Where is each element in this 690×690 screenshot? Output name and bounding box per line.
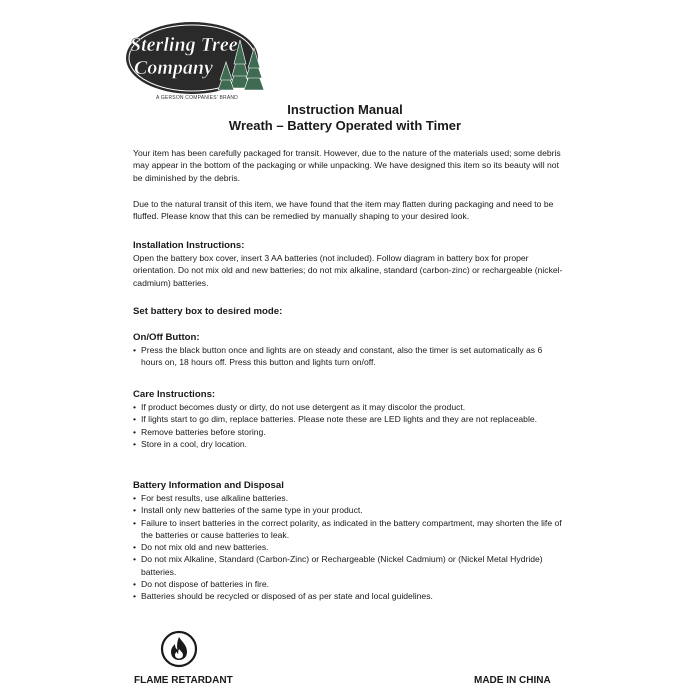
brand-tagline: A GERSON COMPANIES' BRAND: [156, 95, 238, 101]
list-item: • Do not mix old and new batteries.: [133, 541, 563, 553]
list-item: • Batteries should be recycled or disposed of as per state and local guidelines.: [133, 590, 563, 602]
battery-section: [133, 480, 563, 603]
list-item: • Do not dispose of batteries in fire.: [133, 578, 563, 590]
care-heading: Care Instructions:: [133, 389, 216, 400]
registered-mark: ®: [250, 34, 255, 40]
manual-title: Instruction Manual: [287, 102, 403, 117]
list-item: • Install only new batteries of the same type in your product.: [133, 504, 563, 516]
transit-section: [133, 198, 563, 223]
set-mode-heading: Set battery box to desired mode:: [133, 306, 283, 317]
list-item: • Remove batteries before storing.: [133, 426, 563, 438]
list-item: • If lights start to go dim, replace batteries. Please note these are LED lights and they are not replaceable.: [133, 413, 563, 425]
care-section: [133, 389, 563, 450]
on-off-heading: On/Off Button:: [133, 332, 200, 343]
brand-line2: Company: [134, 57, 213, 79]
list-item: • Do not mix Alkaline, Standard (Carbon-Zinc) or Rechargeable (Nickel Cadmium) or (Nickel Metal Hydride) batteries.: [133, 553, 563, 578]
battery-heading: Battery Information and Disposal: [133, 480, 284, 491]
manual-subtitle: Wreath – Battery Operated with Timer: [228, 118, 462, 133]
flame-retardant-label: FLAME RETARDANT: [134, 675, 233, 686]
list-item: • If product becomes dusty or dirty, do not use detergent as it may discolor the product.: [133, 401, 563, 413]
intro-paragraph-1: Your item has been carefully packaged for transit. However, due to the nature of the materials used; some debris may appear in the bottom of the packaging or while unpacking. We have designed this item so its beauty will not be diminished by the debris.: [133, 148, 561, 183]
set-mode-section: [133, 306, 563, 318]
list-item: • Press the black button once and lights are on steady and constant, also the timer is set automatically as 6 hours on, 18 hours off. Press this button and lights turn on/off.: [133, 344, 563, 369]
battery-list: [133, 492, 563, 603]
on-off-list: [133, 344, 563, 369]
intro-section: [133, 147, 563, 184]
installation-section: [133, 240, 563, 289]
intro-paragraph-2: Due to the natural transit of this item, we have found that the item may flatten during packaging and need to be fluffed. Please know that this can be remedied by manually shaping to your desired look.: [133, 199, 554, 222]
list-item: • For best results, use alkaline batteries.: [133, 492, 563, 504]
installation-heading: Installation Instructions:: [133, 240, 245, 251]
flame-icon: [160, 630, 198, 668]
on-off-section: [133, 332, 563, 369]
care-list: [133, 401, 563, 450]
logo-graphic: [122, 18, 272, 98]
list-item: • Failure to insert batteries in the correct polarity, as indicated in the battery compartment, may shorten the life of the batteries or cause batteries to leak.: [133, 517, 563, 542]
brand-line1: Sterling Tree: [130, 34, 238, 56]
installation-text: Open the battery box cover, insert 3 AA batteries (not included). Follow diagram in battery box for proper orientation. Do not mix old and new batteries; do not mix alkaline, standard (carbon-zinc) or rechargeable (nickel-cadmium) batteries.: [133, 253, 563, 288]
list-item: • Store in a cool, dry location.: [133, 438, 563, 450]
made-in-label: MADE IN CHINA: [474, 675, 551, 686]
